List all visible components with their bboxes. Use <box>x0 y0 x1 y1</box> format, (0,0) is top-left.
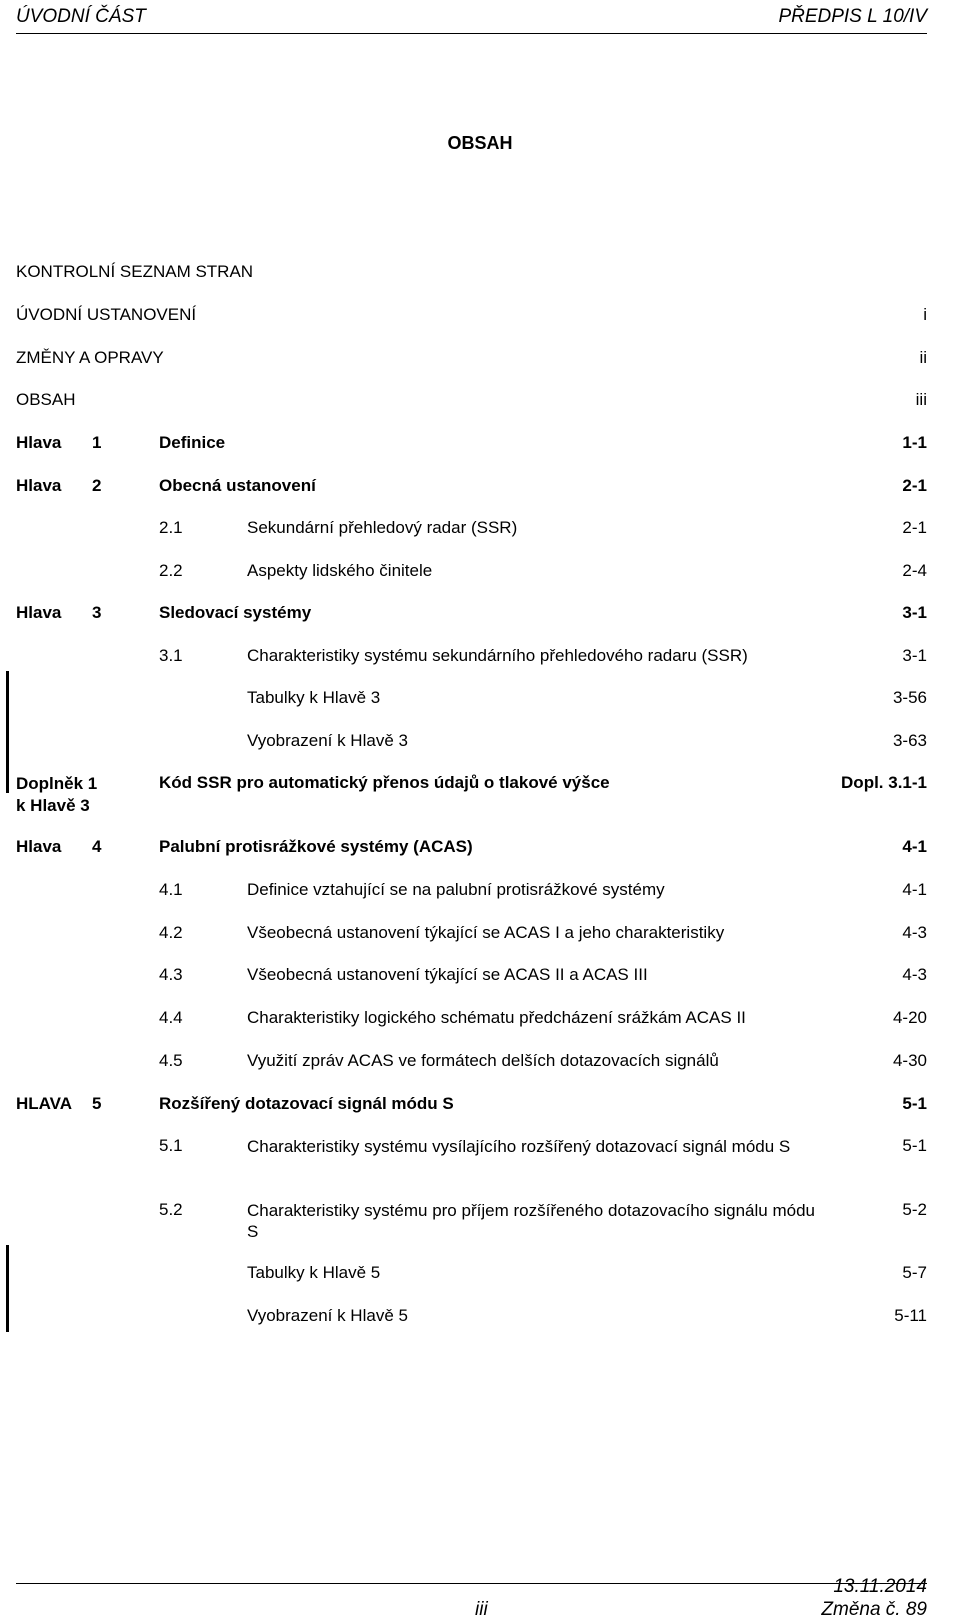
toc-page: 3-63 <box>892 731 927 750</box>
section-number: 4.2 <box>159 923 183 942</box>
toc-section-2-1[interactable] <box>16 518 927 542</box>
toc-page: iii <box>915 390 927 409</box>
chapter-title: Sledovací systémy <box>159 603 312 622</box>
section-title: Charakteristiky systému vysílajícího rozšířený dotazovací signál módu S <box>247 1137 791 1156</box>
toc-page: 1-1 <box>902 433 927 452</box>
appendix-title: Kód SSR pro automatický přenos údajů o tlakové výšce <box>159 773 610 792</box>
section-title: Sekundární přehledový radar (SSR) <box>247 518 518 537</box>
toc-page: 3-1 <box>902 646 927 665</box>
toc-page: 2-1 <box>902 476 927 495</box>
toc-section-2-2[interactable] <box>16 561 927 585</box>
section-number: 3.1 <box>159 646 183 665</box>
toc-page: i <box>923 305 927 324</box>
toc-section-3-1[interactable] <box>16 646 927 670</box>
chapter-number: 5 <box>92 1094 102 1113</box>
chapter-number: 3 <box>92 603 102 622</box>
toc-figures-3[interactable] <box>16 731 927 755</box>
toc-page: 4-3 <box>902 965 927 984</box>
section-title: Aspekty lidského činitele <box>247 561 433 580</box>
toc-chapter-1[interactable] <box>16 433 927 457</box>
section-number: 2.2 <box>159 561 183 580</box>
chapter-title: Obecná ustanovení <box>159 476 316 495</box>
header-rule <box>16 33 927 34</box>
toc-page: 5-1 <box>902 1094 927 1113</box>
chapter-number: 2 <box>92 476 102 495</box>
toc-tables-3[interactable] <box>16 688 927 712</box>
section-title: Tabulky k Hlavě 5 <box>247 1263 381 1282</box>
section-title: Všeobecná ustanovení týkající se ACAS I a jeho charakteristiky <box>247 923 725 942</box>
toc-entry-kontrolni[interactable] <box>16 262 927 286</box>
toc-chapter-2[interactable] <box>16 476 927 500</box>
change-bar <box>6 1245 9 1332</box>
section-number: 4.1 <box>159 880 183 899</box>
toc-figures-5[interactable] <box>16 1306 927 1330</box>
chapter-label: Hlava <box>16 603 62 622</box>
toc-text: KONTROLNÍ SEZNAM STRAN <box>16 262 254 281</box>
toc-page: 4-30 <box>892 1051 927 1070</box>
section-title: Definice vztahující se na palubní protisrážkové systémy <box>247 880 665 899</box>
section-title: Všeobecná ustanovení týkající se ACAS II a ACAS III <box>247 965 648 984</box>
toc-page: 4-20 <box>892 1008 927 1027</box>
toc-entry-zmeny[interactable] <box>16 348 927 372</box>
toc-section-4-4[interactable] <box>16 1008 927 1032</box>
section-title: Využití zpráv ACAS ve formátech delších dotazovacích signálů <box>247 1051 719 1070</box>
toc-page: 5-11 <box>894 1306 927 1325</box>
section-title: Charakteristiky systému sekundárního přehledového radaru (SSR) <box>247 646 748 665</box>
toc-section-4-2[interactable] <box>16 923 927 947</box>
toc-page: 5-1 <box>902 1136 927 1155</box>
header-left: ÚVODNÍ ČÁST <box>16 6 146 27</box>
toc-page: 3-56 <box>892 688 927 707</box>
toc-chapter-5[interactable] <box>16 1094 927 1118</box>
change-bar <box>6 671 9 793</box>
page-title: OBSAH <box>447 133 513 153</box>
toc-page: 4-1 <box>902 880 927 899</box>
appendix-label <box>16 773 97 817</box>
chapter-label: HLAVA <box>16 1094 73 1113</box>
toc-page: 2-4 <box>902 561 927 580</box>
toc-entry-obsah[interactable] <box>16 390 927 414</box>
toc-appendix-1[interactable] <box>16 773 927 821</box>
section-title: Vyobrazení k Hlavě 5 <box>247 1306 408 1325</box>
toc-page: 5-7 <box>902 1263 927 1282</box>
section-number: 5.2 <box>159 1200 183 1219</box>
appendix-label-line1: Doplněk 1 <box>16 774 98 793</box>
toc-page: 5-2 <box>902 1200 927 1219</box>
footer-change: Změna č. 89 <box>821 1599 927 1620</box>
toc-section-5-2[interactable] <box>16 1200 927 1246</box>
section-number: 5.1 <box>159 1136 183 1155</box>
section-number: 4.5 <box>159 1051 183 1070</box>
toc-chapter-4[interactable] <box>16 837 927 861</box>
chapter-label: Hlava <box>16 476 62 495</box>
toc-chapter-3[interactable] <box>16 603 927 627</box>
section-number: 4.4 <box>159 1008 183 1027</box>
toc-page: 2-1 <box>902 518 927 537</box>
toc-page: ii <box>919 348 927 367</box>
chapter-label: Hlava <box>16 837 62 856</box>
toc-text: OBSAH <box>16 390 76 409</box>
footer-rule <box>16 1583 927 1584</box>
chapter-title: Definice <box>159 433 226 452</box>
toc-page: Dopl. 3.1-1 <box>841 773 927 792</box>
section-number: 4.3 <box>159 965 183 984</box>
section-number: 2.1 <box>159 518 183 537</box>
chapter-title: Rozšířený dotazovací signál módu S <box>159 1094 454 1113</box>
section-title: Tabulky k Hlavě 3 <box>247 688 381 707</box>
footer-page-number: iii <box>475 1599 488 1620</box>
toc-page: 4-1 <box>902 837 927 856</box>
chapter-title: Palubní protisrážkové systémy (ACAS) <box>159 837 473 856</box>
toc-page: 4-3 <box>902 923 927 942</box>
toc-tables-5[interactable] <box>16 1263 927 1287</box>
chapter-number: 1 <box>92 433 102 452</box>
section-title: Charakteristiky systému pro příjem rozšířeného dotazovacího signálu módu S <box>247 1201 815 1241</box>
toc-page: 3-1 <box>902 603 927 622</box>
toc-section-4-5[interactable] <box>16 1051 927 1075</box>
footer-date: 13.11.2014 <box>833 1576 927 1597</box>
toc-text: ZMĚNY A OPRAVY <box>16 348 164 367</box>
header-right: PŘEDPIS L 10/IV <box>778 6 927 27</box>
toc-section-5-1[interactable] <box>16 1136 927 1182</box>
toc-section-4-3[interactable] <box>16 965 927 989</box>
toc-section-4-1[interactable] <box>16 880 927 904</box>
section-title: Charakteristiky logického schématu předcházení srážkám ACAS II <box>247 1008 746 1027</box>
appendix-label-line2: k Hlavě 3 <box>16 796 90 815</box>
section-title: Vyobrazení k Hlavě 3 <box>247 731 408 750</box>
chapter-number: 4 <box>92 837 102 856</box>
toc-entry-uvodni[interactable] <box>16 305 927 329</box>
toc-text: ÚVODNÍ USTANOVENÍ <box>16 305 197 324</box>
chapter-label: Hlava <box>16 433 62 452</box>
